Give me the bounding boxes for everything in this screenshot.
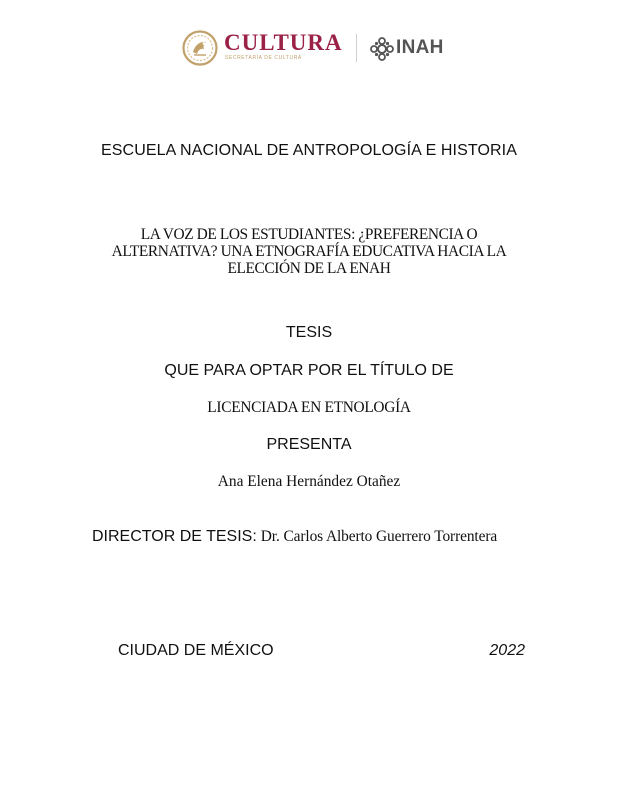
inah-logo-text: INAH [396,37,444,58]
cultura-logo-subtitle: SECRETARÍA DE CULTURA [225,55,302,61]
presents-label: PRESENTA [266,436,352,453]
thesis-title-line: LA VOZ DE LOS ESTUDIANTES: ¿PREFERENCIA O [140,226,478,243]
inah-emblem-icon [370,37,394,61]
degree-name: LICENCIADA EN ETNOLOGÍA [207,399,411,416]
director-label: DIRECTOR DE TESIS: [92,528,257,545]
header-logos [180,28,460,68]
thesis-title [90,226,528,277]
year: 2022 [489,642,525,659]
degree-purpose: QUE PARA OPTAR POR EL TÍTULO DE [164,362,454,379]
logo-divider [356,34,357,62]
document-type: TESIS [285,324,333,341]
mexican-eagle-emblem-icon [182,30,218,66]
school-name: ESCUELA NACIONAL DE ANTROPOLOGÍA E HISTORIA [101,142,517,159]
cultura-logo-text: CULTURA [224,30,343,55]
thesis-title-line: ALTERNATIVA? UNA ETNOGRAFÍA EDUCATIVA HACIA LA [111,243,507,260]
city: CIUDAD DE MÉXICO [118,642,274,659]
thesis-director [92,528,497,546]
author-name: Ana Elena Hernández Otañez [217,473,401,490]
director-name: Dr. Carlos Alberto Guerrero Torrentera [260,528,498,545]
thesis-title-line: ELECCIÓN DE LA ENAH [227,260,391,277]
